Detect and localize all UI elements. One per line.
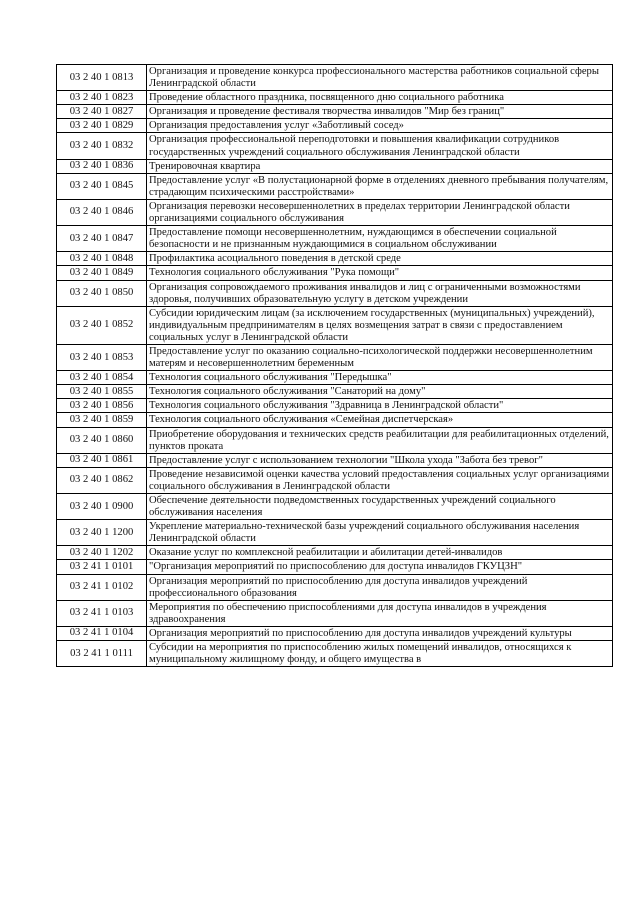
row-code: 03 2 41 1 0104 — [57, 626, 147, 640]
row-code: 03 2 40 1 1202 — [57, 546, 147, 560]
row-code: 03 2 40 1 0900 — [57, 494, 147, 520]
table-row — [57, 546, 613, 560]
row-description: Проведение областного праздника, посвященного дню социального работника — [147, 91, 613, 105]
row-code: 03 2 40 1 0849 — [57, 266, 147, 280]
row-description: Предоставление помощи несовершеннолетним, нуждающимся в обеспечении социальной безопасности и не признанным нуждающимися в социальном обслуживании — [147, 226, 613, 252]
row-code: 03 2 40 1 0827 — [57, 105, 147, 119]
row-description: Организация перевозки несовершеннолетних в пределах территории Ленинградской области организациями социального обслуживания — [147, 199, 613, 225]
table-row — [57, 280, 613, 306]
table-row — [57, 494, 613, 520]
row-description: Технология социального обслуживания «Семейная диспетчерская» — [147, 413, 613, 427]
table-row — [57, 266, 613, 280]
row-code: 03 2 40 1 0829 — [57, 119, 147, 133]
budget-code-table — [56, 64, 613, 667]
row-description: Предоставление услуг с использованием технологии "Школа ухода "Забота без тревог" — [147, 453, 613, 467]
row-description: "Организация мероприятий по приспособлению для доступа инвалидов ГКУЦЗН" — [147, 560, 613, 574]
row-code: 03 2 40 1 0853 — [57, 344, 147, 370]
table-body — [57, 65, 613, 667]
table-row — [57, 91, 613, 105]
row-code: 03 2 41 1 0101 — [57, 560, 147, 574]
row-description: Технология социального обслуживания "Передышка" — [147, 371, 613, 385]
row-code: 03 2 40 1 0862 — [57, 467, 147, 493]
table-row — [57, 453, 613, 467]
row-code: 03 2 40 1 0845 — [57, 173, 147, 199]
row-code: 03 2 40 1 0854 — [57, 371, 147, 385]
row-code: 03 2 40 1 0846 — [57, 199, 147, 225]
table-row — [57, 344, 613, 370]
row-description: Технология социального обслуживания "Рука помощи" — [147, 266, 613, 280]
row-description: Предоставление услуг «В полустационарной форме в отделениях дневного пребывания получателям, страдающим психическими расстройствами» — [147, 173, 613, 199]
table-row — [57, 467, 613, 493]
table-row — [57, 105, 613, 119]
row-description: Организация профессиональной переподготовки и повышения квалификации сотрудников государственных учреждений социального обслуживания Ленинградской области — [147, 133, 613, 159]
table-row — [57, 560, 613, 574]
row-description: Предоставление услуг по оказанию социально-психологической поддержки несовершеннолетним матерям и несовершеннолетним беременным — [147, 344, 613, 370]
row-code: 03 2 40 1 0859 — [57, 413, 147, 427]
row-description: Организация и проведение конкурса профессионального мастерства работников социальной сферы Ленинградской области — [147, 65, 613, 91]
row-code: 03 2 40 1 0847 — [57, 226, 147, 252]
row-description: Оказание услуг по комплексной реабилитации и абилитации детей-инвалидов — [147, 546, 613, 560]
row-description: Организация сопровождаемого проживания инвалидов и лиц с ограниченными возможностями здоровья, получивших образовательную услугу в детском учреждении — [147, 280, 613, 306]
table-row — [57, 306, 613, 344]
budget-classification-table-page — [56, 64, 610, 667]
table-row — [57, 399, 613, 413]
row-code: 03 2 40 1 0836 — [57, 159, 147, 173]
row-code: 03 2 41 1 0102 — [57, 574, 147, 600]
table-row — [57, 65, 613, 91]
row-description: Технология социального обслуживания "Здравница в Ленинградской области" — [147, 399, 613, 413]
table-row — [57, 371, 613, 385]
table-row — [57, 641, 613, 667]
row-description: Технология социального обслуживания "Санаторий на дому" — [147, 385, 613, 399]
table-row — [57, 427, 613, 453]
table-row — [57, 520, 613, 546]
row-description: Организация и проведение фестиваля творчества инвалидов "Мир без границ" — [147, 105, 613, 119]
row-code: 03 2 40 1 0856 — [57, 399, 147, 413]
table-row — [57, 600, 613, 626]
table-row — [57, 119, 613, 133]
row-code: 03 2 40 1 0860 — [57, 427, 147, 453]
row-description: Проведение независимой оценки качества условий предоставления социальных услуг организациями социального обслуживания в Ленинградской области — [147, 467, 613, 493]
row-description: Тренировочная квартира — [147, 159, 613, 173]
row-code: 03 2 41 1 0103 — [57, 600, 147, 626]
table-row — [57, 159, 613, 173]
row-code: 03 2 40 1 0832 — [57, 133, 147, 159]
table-row — [57, 385, 613, 399]
table-row — [57, 199, 613, 225]
row-description: Мероприятия по обеспечению приспособлениями для доступа инвалидов в учреждения здравоохранения — [147, 600, 613, 626]
row-code: 03 2 41 1 0111 — [57, 641, 147, 667]
row-code: 03 2 40 1 0813 — [57, 65, 147, 91]
row-code: 03 2 40 1 0852 — [57, 306, 147, 344]
table-row — [57, 226, 613, 252]
row-description: Приобретение оборудования и технических средств реабилитации для реабилитационных отделений, пунктов проката — [147, 427, 613, 453]
row-description: Организация мероприятий по приспособлению для доступа инвалидов учреждений культуры — [147, 626, 613, 640]
row-description: Укрепление материально-технической базы учреждений социального обслуживания населения Ленинградской области — [147, 520, 613, 546]
row-code: 03 2 40 1 0823 — [57, 91, 147, 105]
row-code: 03 2 40 1 0861 — [57, 453, 147, 467]
row-description: Профилактика асоциального поведения в детской среде — [147, 252, 613, 266]
table-row — [57, 626, 613, 640]
row-code: 03 2 40 1 0848 — [57, 252, 147, 266]
table-row — [57, 252, 613, 266]
row-description: Обеспечение деятельности подведомственных государственных учреждений социального обслуживания населения — [147, 494, 613, 520]
table-row — [57, 413, 613, 427]
table-row — [57, 574, 613, 600]
row-description: Организация мероприятий по приспособлению для доступа инвалидов учреждений профессионального образования — [147, 574, 613, 600]
row-code: 03 2 40 1 0855 — [57, 385, 147, 399]
row-description: Субсидии юридическим лицам (за исключением государственных (муниципальных) учреждений), индивидуальным предпринимателям в целях возмещения затрат в связи с предоставлением социальных услуг в Ленинградской области — [147, 306, 613, 344]
row-description: Организация предоставления услуг «Заботливый сосед» — [147, 119, 613, 133]
row-description: Субсидии на мероприятия по приспособлению жилых помещений инвалидов, относящихся к муниципальному жилищному фонду, и общего имущества в — [147, 641, 613, 667]
row-code: 03 2 40 1 0850 — [57, 280, 147, 306]
table-row — [57, 173, 613, 199]
table-row — [57, 133, 613, 159]
row-code: 03 2 40 1 1200 — [57, 520, 147, 546]
